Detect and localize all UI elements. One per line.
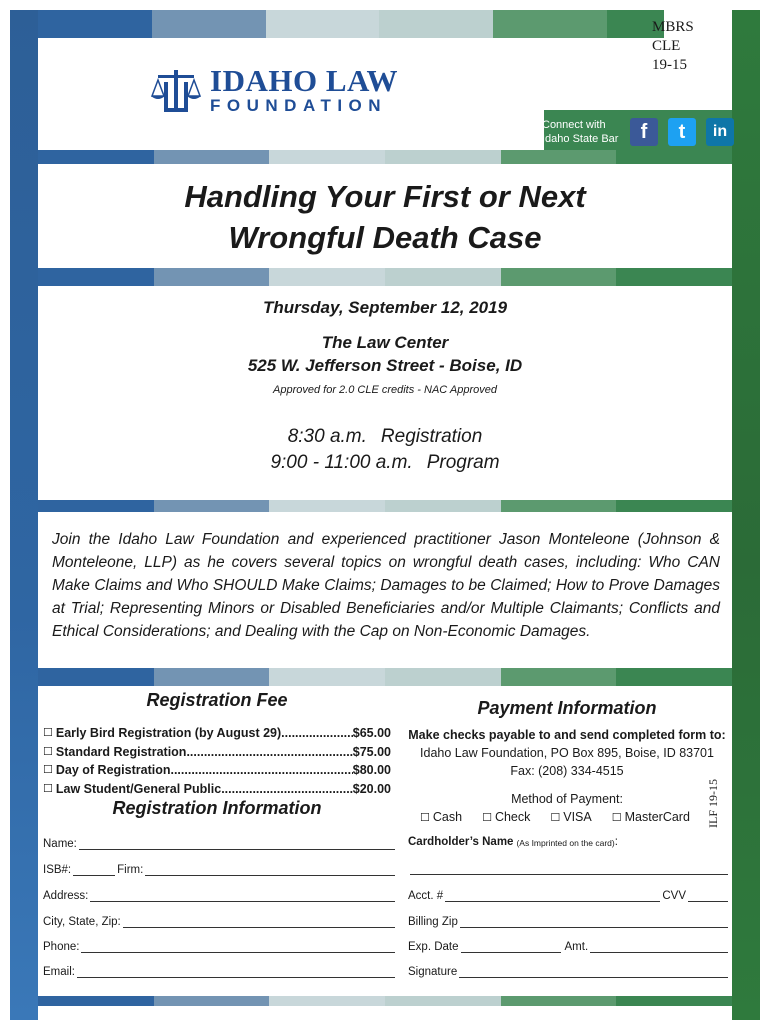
registration-information-title: Registration Information [112,798,322,818]
email-field[interactable]: Email: [43,966,395,978]
frame-right-bar [732,10,760,1020]
linkedin-icon[interactable]: in [706,118,734,146]
isb-firm-field[interactable]: ISB#: Firm: [43,864,395,876]
mbrs-code: MBRS CLE 19-15 [652,19,694,73]
color-band-title-bottom [38,268,732,286]
name-field[interactable]: Name: [43,838,395,850]
page-title: Handling Your First or Next Wrongful Death Case [184,179,586,255]
color-band-title-top [38,150,732,164]
twitter-icon[interactable]: t [668,118,696,146]
method-of-payment-label: Method of Payment: [511,792,623,806]
billing-zip-field[interactable]: Billing Zip [408,916,728,928]
color-band-lower [38,668,732,686]
connect-text: Connect with Idaho State Bar [542,119,619,145]
event-description: Join the Idaho Law Foundation and experienced practitioner Jason Monteleone (Johnson & Monteleone, LLP) as he covers several topics on wrongful death cases, including: Who CAN Make Claims and Who SHOULD Make Claims; Damages to be Claimed; How to Prove Damages at Trial; Representing Minors or Disabled Beneficiaries and/or Multiple Claimants; Conflicts and Ethical Considerations; and Dealing with the Cap on Non-Economic Damages. [52,531,720,640]
fee-early-bird[interactable]: ☐ Early Bird Registration (by August 29) ..... $65.00 [43,724,391,743]
registration-fee-title: Registration Fee [146,690,288,710]
fee-day-of[interactable]: ☐ Day of Registration ..... $80.00 [43,761,391,780]
payment-method-options [420,810,720,824]
fee-list [43,724,391,798]
fee-standard[interactable]: ☐ Standard Registration ..... $75.00 [43,743,391,762]
event-date: Thursday, September 12, 2019 [262,298,508,317]
cle-credits: Approved for 2.0 CLE credits - NAC Approved [273,384,497,396]
event-venue: The Law Center 525 W. Jefferson Street - Boise, ID [247,333,523,375]
facebook-icon[interactable]: f [630,118,658,146]
frame-left-bar [10,10,38,1020]
payment-information-title: Payment Information [477,698,657,718]
payment-check-checkbox[interactable]: ☐ Check [482,810,531,824]
payment-visa-checkbox[interactable]: ☐ VISA [550,810,592,824]
address-field[interactable]: Address: [43,890,395,902]
color-band-mid [38,500,732,512]
fee-student-public[interactable]: ☐ Law Student/General Public ..... $20.00 [43,780,391,799]
cardholder-name-label: Cardholder’s Name (As Imprinted on the card) : [408,836,618,848]
phone-field[interactable]: Phone: [43,941,395,953]
exp-date-amount-field[interactable]: Exp. Date Amt. [408,941,728,953]
signature-field[interactable]: Signature [408,966,728,978]
event-schedule: 8:30 a.m. Registration 9:00 - 11:00 a.m. Program [270,426,500,473]
color-band-top [38,10,732,38]
account-cvv-field[interactable]: Acct. # CVV [408,890,728,902]
payment-cash-checkbox[interactable]: ☐ Cash [420,810,463,824]
payment-instructions: Make checks payable to and send completed form to: Idaho Law Foundation, PO Box 895, Boise, ID 83701 Fax: (208) 334-4515 [408,728,726,778]
cardholder-name-field[interactable] [408,864,728,875]
ilf-code: ILF 19-15 [706,779,720,828]
city-state-zip-field[interactable]: City, State, Zip: [43,916,395,928]
color-band-bottom [38,996,732,1006]
idaho-law-foundation-logo: IDAHO LAW FOUNDATION [150,66,398,116]
scales-of-justice-icon [150,68,202,114]
payment-mastercard-checkbox[interactable]: ☐ MasterCard [611,810,690,824]
